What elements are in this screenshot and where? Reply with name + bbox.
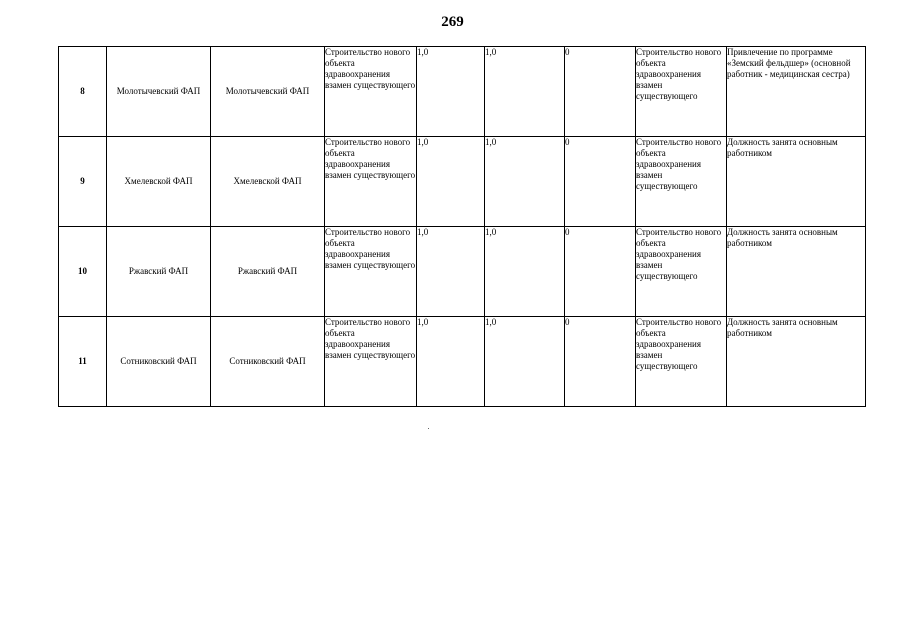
value-cell-1: 1,0: [417, 227, 485, 317]
measure-cell: Строительство нового объекта здравоохранения взамен существующего: [325, 47, 417, 137]
value-cell-3: 0: [565, 47, 636, 137]
value-cell-1: 1,0: [417, 137, 485, 227]
measure-cell-2: Строительство нового объекта здравоохранения взамен существующего: [636, 227, 727, 317]
scan-speck: [428, 428, 429, 429]
facilities-table: [58, 46, 866, 407]
staffing-cell: Должность занята основным работником: [727, 227, 866, 317]
value-cell-3: 0: [565, 137, 636, 227]
facility-name-new: Сотниковский ФАП: [211, 317, 325, 407]
page-number: 269: [441, 14, 464, 30]
facility-name: Хмелевской ФАП: [107, 137, 211, 227]
table-row: [59, 227, 866, 317]
value-cell-3: 0: [565, 227, 636, 317]
staffing-cell: Должность занята основным работником: [727, 137, 866, 227]
table-row: [59, 47, 866, 137]
measure-cell-2: Строительство нового объекта здравоохранения взамен существующего: [636, 317, 727, 407]
value-cell-1: 1,0: [417, 47, 485, 137]
measure-cell: Строительство нового объекта здравоохранения взамен существующего: [325, 137, 417, 227]
row-number: 8: [59, 47, 107, 137]
staffing-cell: Привлечение по программе «Земский фельдшер» (основной работник - медицинская сестра): [727, 47, 866, 137]
value-cell-2: 1,0: [485, 137, 565, 227]
measure-cell: Строительство нового объекта здравоохранения взамен существующего: [325, 227, 417, 317]
value-cell-2: 1,0: [485, 47, 565, 137]
facility-name-new: Хмелевской ФАП: [211, 137, 325, 227]
staffing-cell: Должность занята основным работником: [727, 317, 866, 407]
value-cell-3: 0: [565, 317, 636, 407]
row-number: 10: [59, 227, 107, 317]
value-cell-2: 1,0: [485, 317, 565, 407]
facility-name: Ржавский ФАП: [107, 227, 211, 317]
row-number: 11: [59, 317, 107, 407]
measure-cell-2: Строительство нового объекта здравоохранения взамен существующего: [636, 47, 727, 137]
facility-name: Молотычевский ФАП: [107, 47, 211, 137]
measure-cell: Строительство нового объекта здравоохранения взамен существующего: [325, 317, 417, 407]
table-row: [59, 317, 866, 407]
row-number: 9: [59, 137, 107, 227]
facility-name-new: Молотычевский ФАП: [211, 47, 325, 137]
table-row: [59, 137, 866, 227]
value-cell-1: 1,0: [417, 317, 485, 407]
facility-name: Сотниковский ФАП: [107, 317, 211, 407]
value-cell-2: 1,0: [485, 227, 565, 317]
measure-cell-2: Строительство нового объекта здравоохранения взамен существующего: [636, 137, 727, 227]
facility-name-new: Ржавский ФАП: [211, 227, 325, 317]
